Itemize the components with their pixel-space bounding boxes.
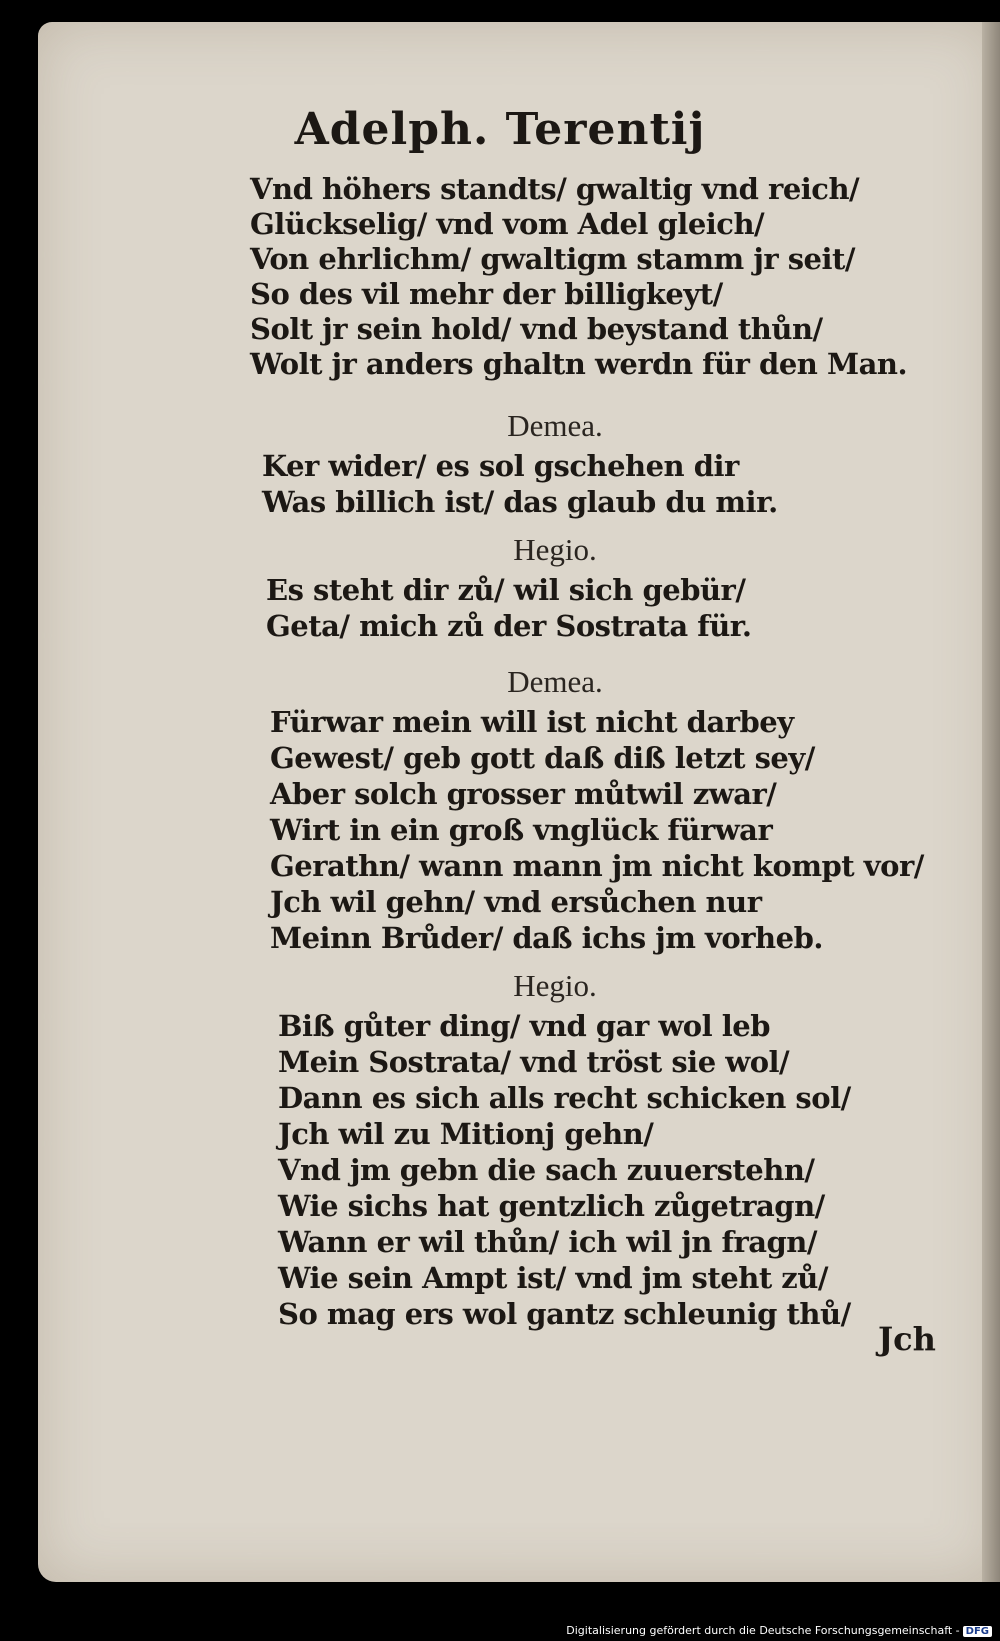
verse-block [278, 1008, 851, 1332]
verse-line: Meinn Brůder/ daß ichs jm vorheb. [270, 921, 823, 955]
verse-line: Fürwar mein will ist nicht darbey [270, 705, 794, 739]
speaker-name: Hegio. [513, 968, 597, 1003]
verse-line: Von ehrlichm/ gwaltigm stamm jr seit/ [250, 242, 855, 276]
verse-line: Wolt jr anders ghaltn werdn für den Man. [250, 347, 908, 381]
speaker-name: Hegio. [513, 532, 597, 567]
verse-line: Wie sein Ampt ist/ vnd jm steht zů/ [278, 1261, 828, 1295]
verse-line: Dann es sich alls recht schicken sol/ [278, 1081, 851, 1115]
verse-line: Aber solch grosser můtwil zwar/ [270, 777, 777, 811]
dfg-logo: DFG [963, 1626, 992, 1637]
verse-line: Vnd höhers standts/ gwaltig vnd reich/ [250, 172, 860, 206]
verse-line: Gerathn/ wann mann jm nicht kompt vor/ [270, 849, 924, 883]
footer-text: Digitalisierung gefördert durch die Deutsche Forschungsgemeinschaft - [566, 1624, 960, 1637]
verse-line: Glückselig/ vnd vom Adel gleich/ [250, 207, 765, 241]
footer-credit [566, 1624, 992, 1637]
catchword: Jch [878, 1320, 936, 1358]
verse-line: Gewest/ geb gott daß diß letzt sey/ [270, 741, 815, 775]
verse-line: Jch wil gehn/ vnd ersůchen nur [270, 885, 762, 919]
verse-line: Was billich ist/ das glaub du mir. [262, 485, 778, 519]
verse-line: Wie sichs hat gentzlich zůgetragn/ [278, 1189, 825, 1223]
verse-line: Mein Sostrata/ vnd tröst sie wol/ [278, 1045, 790, 1079]
verse-line: Wirt in ein groß vnglück fürwar [270, 813, 773, 847]
verse-line: So mag ers wol gantz schleunig thů/ [278, 1297, 851, 1331]
page-edge [982, 22, 1000, 1582]
speaker-name: Demea. [507, 408, 603, 443]
verse-line: Geta/ mich zů der Sostrata für. [266, 609, 752, 643]
verse-line: Jch wil zu Mitionj gehn/ [278, 1117, 654, 1151]
speaker-name: Demea. [507, 664, 603, 699]
verse-block [266, 572, 752, 644]
verse-line: Vnd jm gebn die sach zuuerstehn/ [278, 1153, 815, 1187]
verse-line: Ker wider/ es sol gschehen dir [262, 449, 739, 483]
verse-line: Es steht dir zů/ wil sich gebür/ [266, 573, 746, 607]
verse-line: Biß gůter ding/ vnd gar wol leb [278, 1009, 770, 1043]
verse-block [270, 704, 924, 956]
verse-line: Wann er wil thůn/ ich wil jn fragn/ [278, 1225, 817, 1259]
verse-line: So des vil mehr der billigkeyt/ [250, 277, 723, 311]
running-header: Adelph. Terentij [294, 104, 706, 155]
verse-block [250, 172, 907, 382]
verse-line: Solt jr sein hold/ vnd beystand thůn/ [250, 312, 823, 346]
verse-block [262, 448, 778, 520]
